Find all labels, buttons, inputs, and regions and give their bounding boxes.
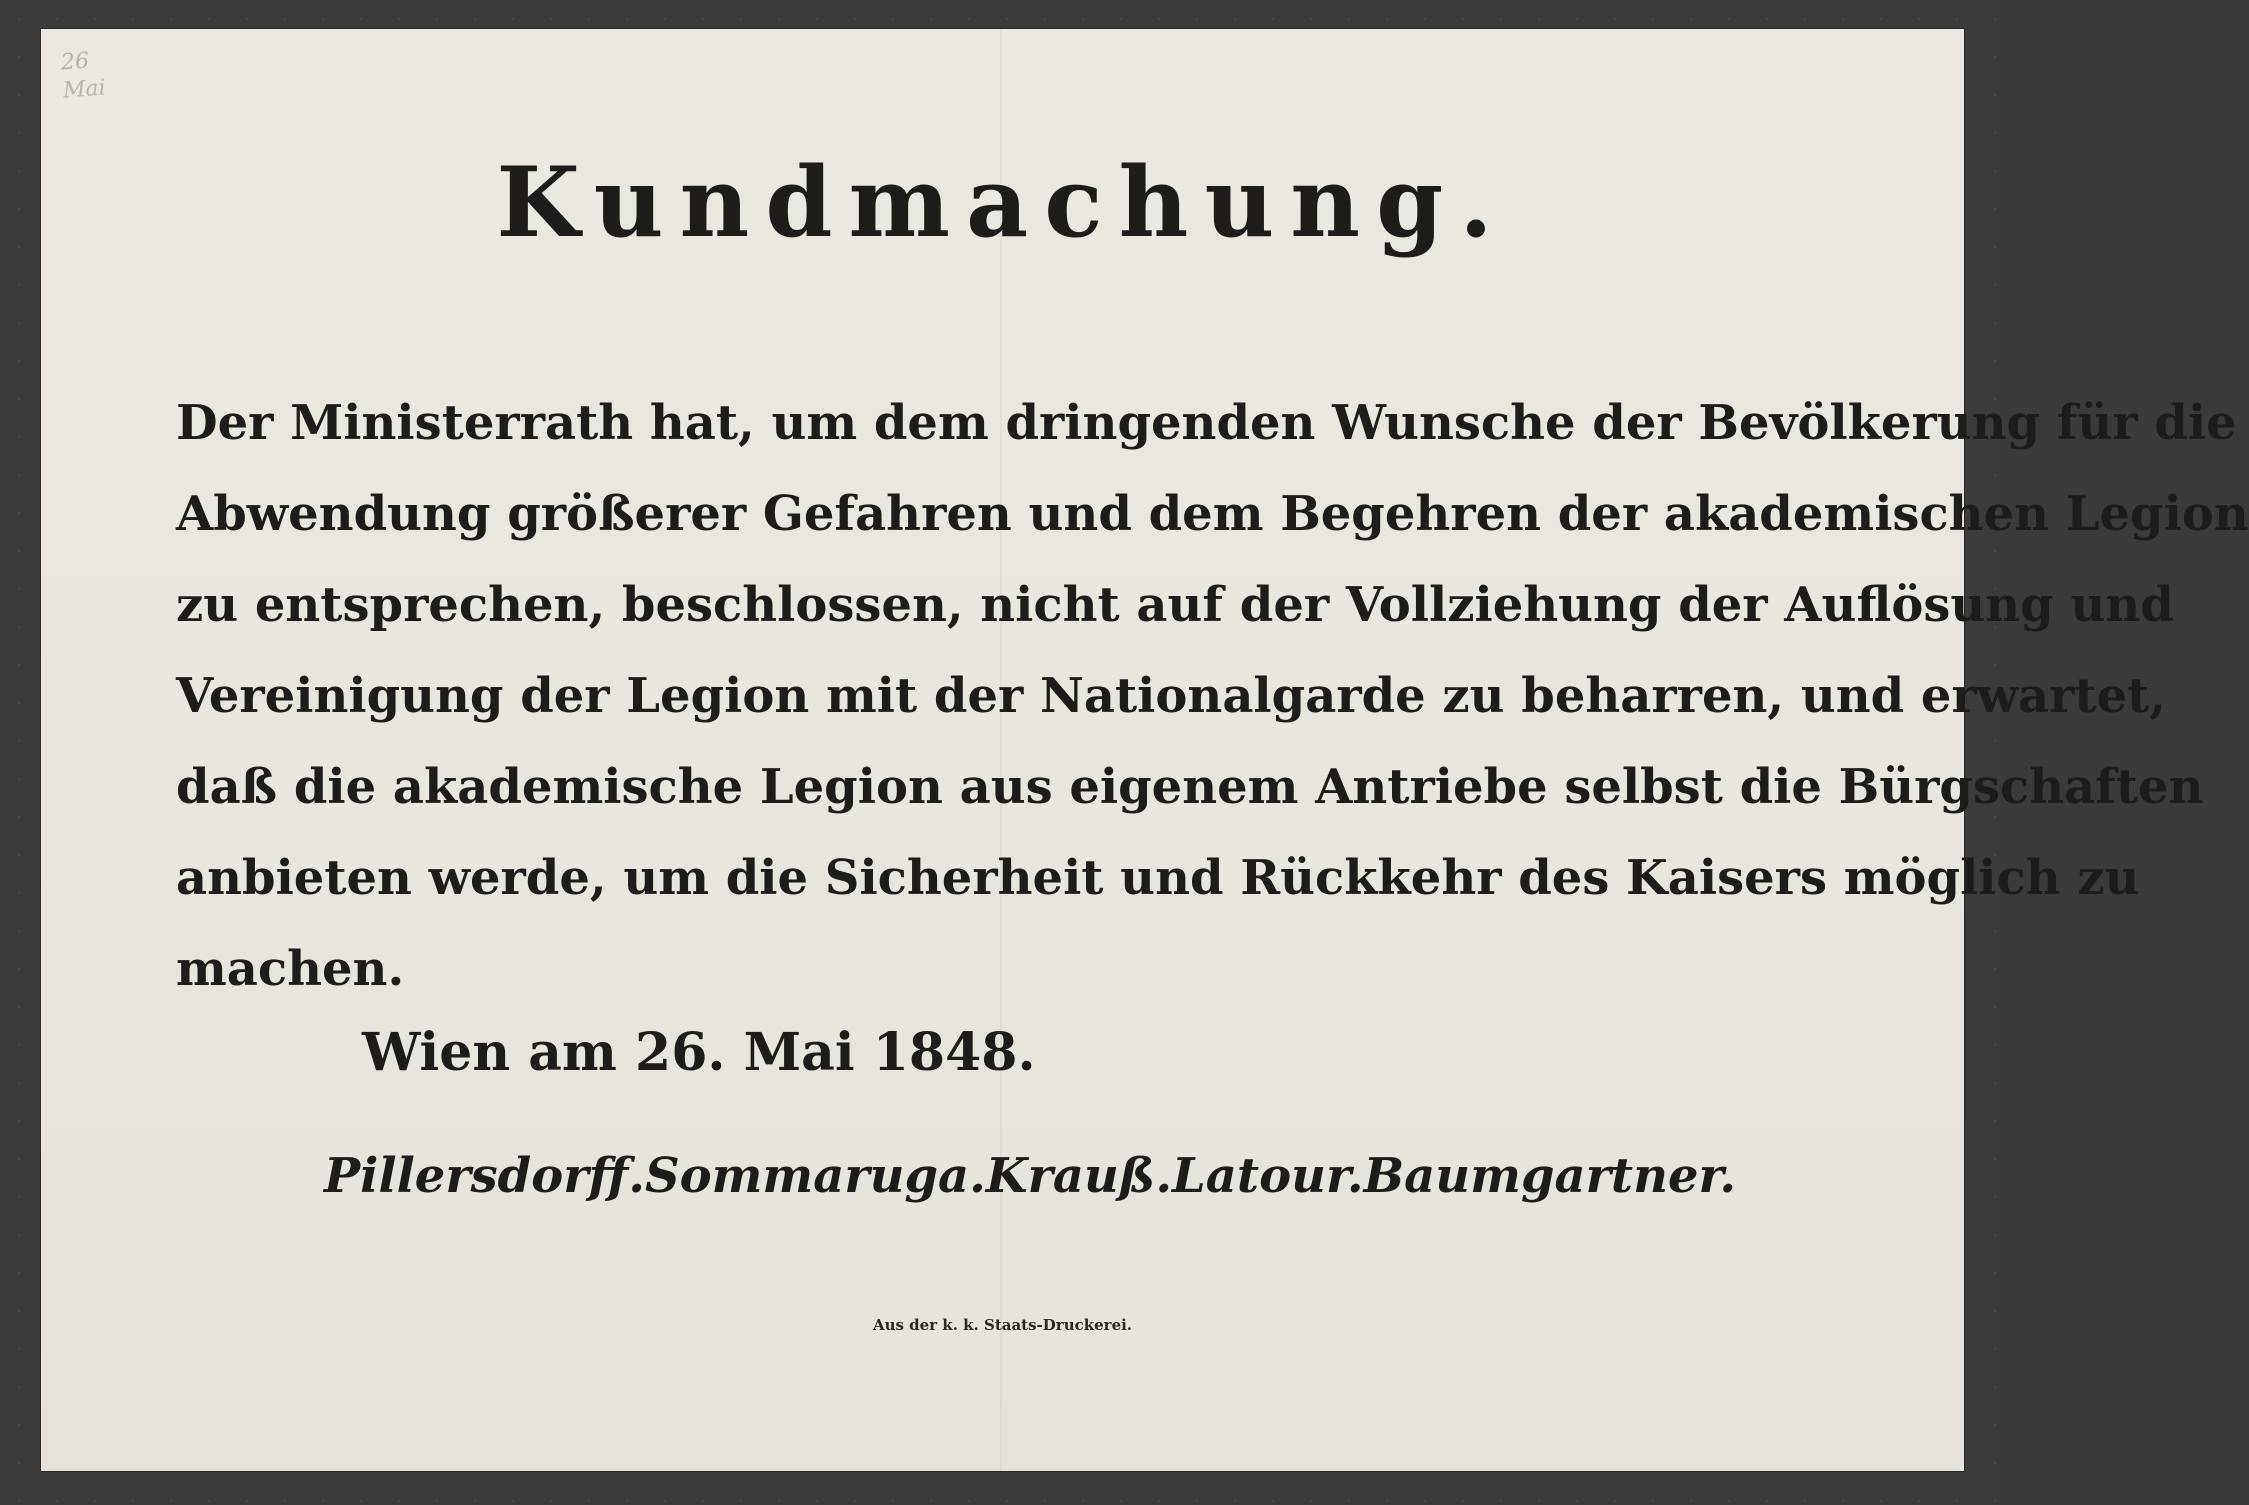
printer-imprint: Aus der k. k. Staats-Druckerei. (872, 1316, 1133, 1334)
body-line-4: Vereinigung der Legion mit der Nationalgarde zu beharren, und erwartet, (176, 668, 2167, 724)
pencil-annotation (60, 47, 106, 106)
signatures (324, 1141, 1737, 1211)
signature-pillersdorff: Pillersdorff. (324, 1148, 645, 1204)
signature-krauss: Krauß. (985, 1148, 1173, 1204)
signature-latour: Latour. (1172, 1148, 1364, 1204)
signature-sommaruga: Sommaruga. (644, 1148, 986, 1204)
body-line-3: zu entsprechen, beschlossen, nicht auf der Vollziehung der Auflösung und (176, 577, 2174, 633)
poster-title: Kundmachung. (496, 146, 1509, 259)
body-line-2: Abwendung größerer Gefahren und dem Begehren der akademischen Legion (176, 486, 2249, 542)
body-line-6: anbieten werde, um die Sicherheit und Rückkehr des Kaisers möglich zu (176, 850, 2140, 906)
annotation-day: 26 (60, 48, 90, 76)
body-line-1: Der Ministerrath hat, um dem dringenden Wunsche der Bevölkerung für die (176, 395, 2237, 451)
announcement-body (176, 378, 2249, 1015)
body-line-7: machen. (176, 941, 405, 997)
body-line-5: daß die akademische Legion aus eigenem Antriebe selbst die Bürgschaften (176, 759, 2204, 815)
poster-sheet (40, 28, 2249, 1472)
signature-baumgartner: Baumgartner. (1363, 1148, 1737, 1204)
date-line: Wien am 26. Mai 1848. (362, 1022, 1036, 1083)
annotation-month: Mai (62, 75, 107, 104)
